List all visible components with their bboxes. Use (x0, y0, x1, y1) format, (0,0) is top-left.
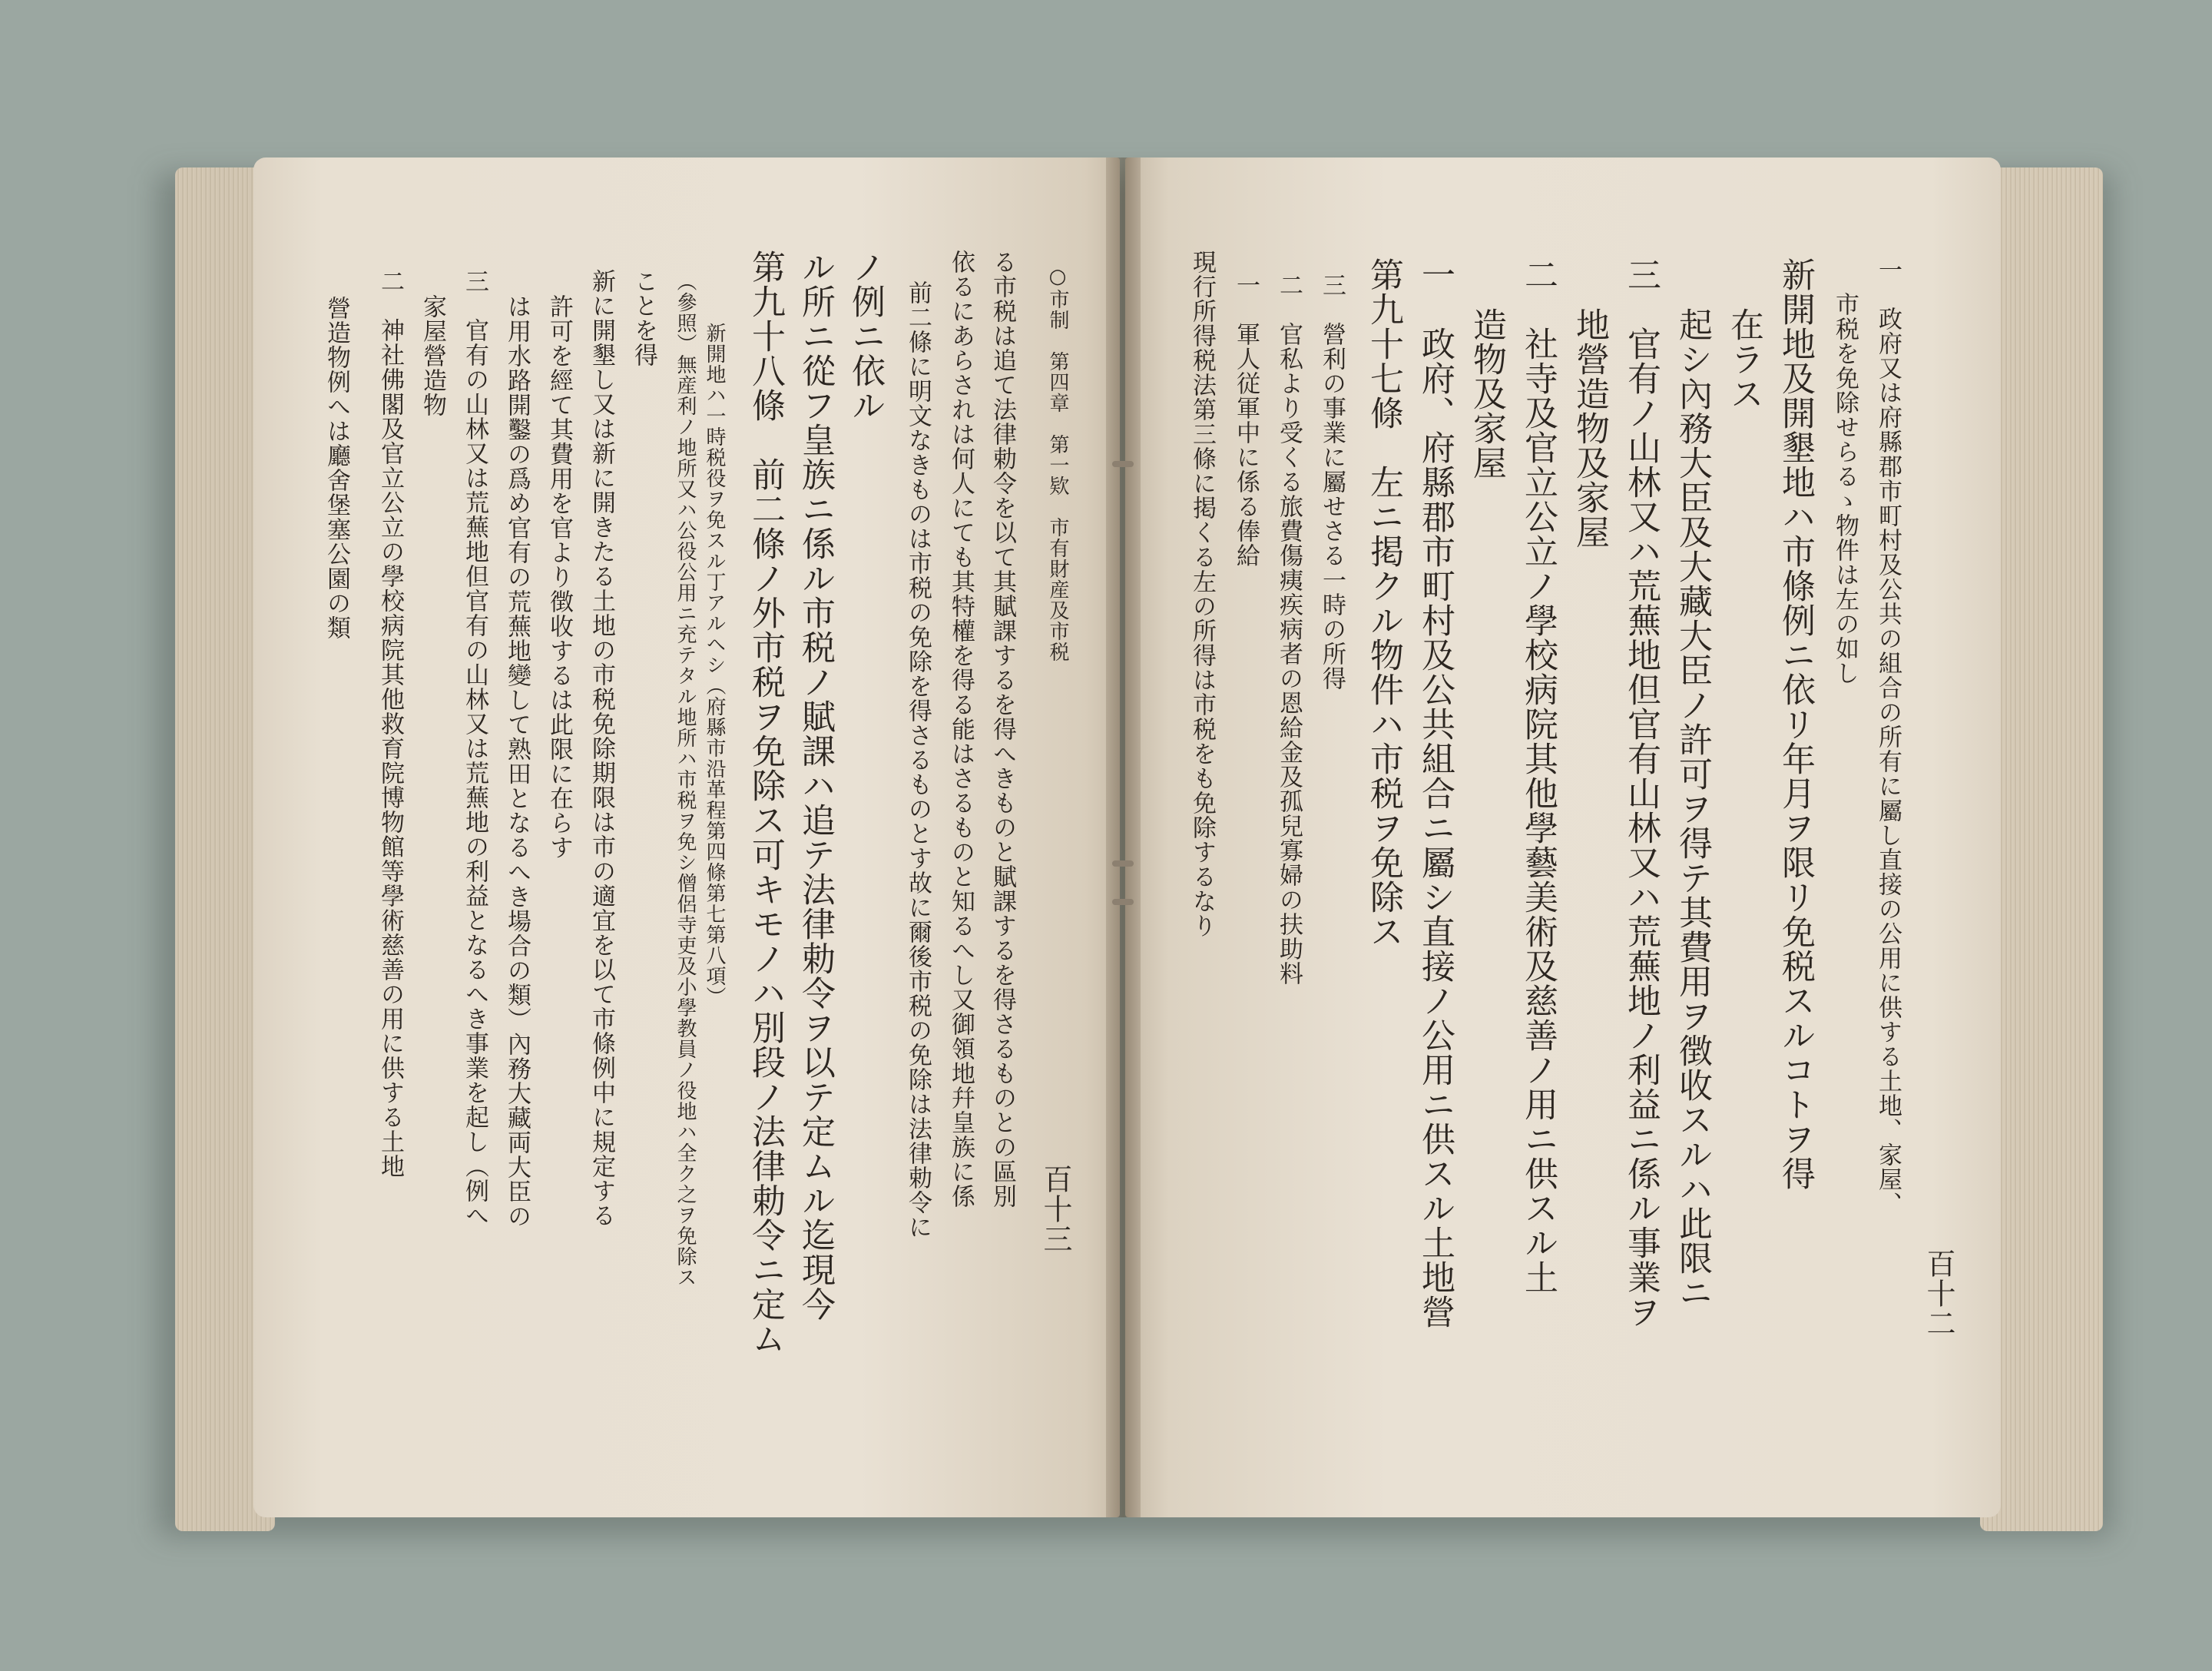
article-97-new-land: 新開地及開墾地ハ市條例ニ依リ年月ヲ限リ免税スルコトヲ得 (1776, 257, 1815, 1191)
running-footer: ○市制 第四章 第一欵 市有財産及市税 (1046, 265, 1069, 662)
right-col-4: 三 營利の事業に屬せさる一時の所得 (1318, 273, 1346, 691)
left-reference-1: （參照）無産利ノ地所又ハ公役公用ニ充テタル地所ハ市税ヲ免シ僧侶寺吏及小學教員ノ役地ハ全ク之ヲ免除ス (674, 271, 697, 1288)
left-reference-2: 新開地ハ一時税役ヲ免スル丁アルヘシ（府縣市沿革程第四條第七第八項） (703, 323, 726, 1007)
left-col-3: 家屋營造物 (419, 294, 446, 417)
binding-stitch (1112, 461, 1134, 467)
article-98-line-2: ル所ニ從フ皇族ニ係ル市税ノ賦課ハ追テ法律勅令ヲ以テ定ムル迄現今 (796, 250, 835, 1321)
right-commentary-1: 市税を免除せらるゝ物件は左の如し (1831, 292, 1859, 685)
article-97-item-2: 二 社寺及官立公立ノ學校病院其他學藝美術及慈善ノ用ニ供スル土 (1518, 257, 1558, 1295)
left-commentary-1: 前二條に明文なきものは市税の免除を得さるものとす故に爾後市税の免除は法律勅令に (904, 280, 932, 1239)
left-col-7: 新に開墾し又は新に開きたる土地の市税免除期限は市の適宜を以て市條例中に規定する (588, 269, 615, 1228)
binding-stitch (1112, 899, 1134, 905)
article-97-item-3: 三 官有ノ山林又ハ荒蕪地但官有山林又ハ荒蕪地ノ利益ニ係ル事業ヲ (1621, 257, 1661, 1329)
left-col-2: 二 神社佛閣及官立公立の學校病院其他救育院博物館等學術慈善の用に供する土地 (376, 269, 404, 1179)
article-97-item-3-end: 在ラス (1724, 307, 1763, 411)
left-page (253, 157, 1120, 1517)
article-97-item-1: 一 政府、府縣郡市町村及公共組合ニ屬シ直接ノ公用ニ供スル土地營 (1416, 257, 1455, 1329)
left-col-1: 營造物例へは廳舍堡塞公園の類 (323, 296, 350, 640)
book-gutter (1106, 157, 1141, 1517)
left-col-8: ことを得 (630, 269, 657, 367)
binding-stitch (1112, 860, 1134, 867)
right-col-3: 二 官私より受くる旅費傷痍疾病者の恩給金及孤兒寡婦の扶助料 (1275, 273, 1303, 986)
right-col-2: 一 軍人従軍中に係る俸給 (1232, 273, 1260, 568)
article-97-item-1-cont: 造物及家屋 (1467, 307, 1506, 480)
article-97-item-3-cont: 起シ內務大臣及大藏大臣ノ許可ヲ得テ其費用ヲ徴收スルハ此限ニ (1673, 307, 1712, 1310)
left-col-6: 許可を經て其費用を官より徴收するは此限に在らす (545, 294, 573, 860)
left-commentary-3: る市税は追て法律勅令を以て其賦課するを得へきものと賦課するを得さるものとの區別 (988, 250, 1016, 1208)
article-97-heading: 第九十七條 左ニ掲クル物件ハ市税ヲ免除ス (1364, 257, 1403, 949)
right-page (1125, 157, 2001, 1517)
right-col-1: 現行所得税法第三條に掲くる左の所得は市税をも免除するなり (1188, 250, 1216, 938)
left-commentary-2: 依るにあらされは何人にても其特權を得る能はさるものと知るへし又御領地幷皇族に係 (947, 250, 975, 1208)
left-col-5: は用水路開鑿の爲め官有の荒蕪地變して熟田となるへき場合の類）內務大藏両大臣の (503, 294, 531, 1228)
page-number-left: 百十三 (1038, 1164, 1072, 1254)
right-commentary-2: 一 政府又は府縣郡市町村及公共の組合の所有に屬し直接の公用に供する土地、家屋、 (1874, 257, 1902, 1216)
article-97-item-2-cont: 地營造物及家屋 (1570, 307, 1609, 549)
left-col-4: 三 官有の山林又は荒蕪地但官有の山林又は荒蕪地の利益となるへき事業を起し（例へ (461, 269, 488, 1228)
page-number-right: 百十二 (1922, 1248, 1955, 1338)
article-98-line-1: 第九十八條 前二條ノ外市税ヲ免除ス可キモノハ別段ノ法律勅令ニ定ム (746, 250, 785, 1356)
article-98-line-3: ノ例ニ依ル (846, 250, 885, 423)
